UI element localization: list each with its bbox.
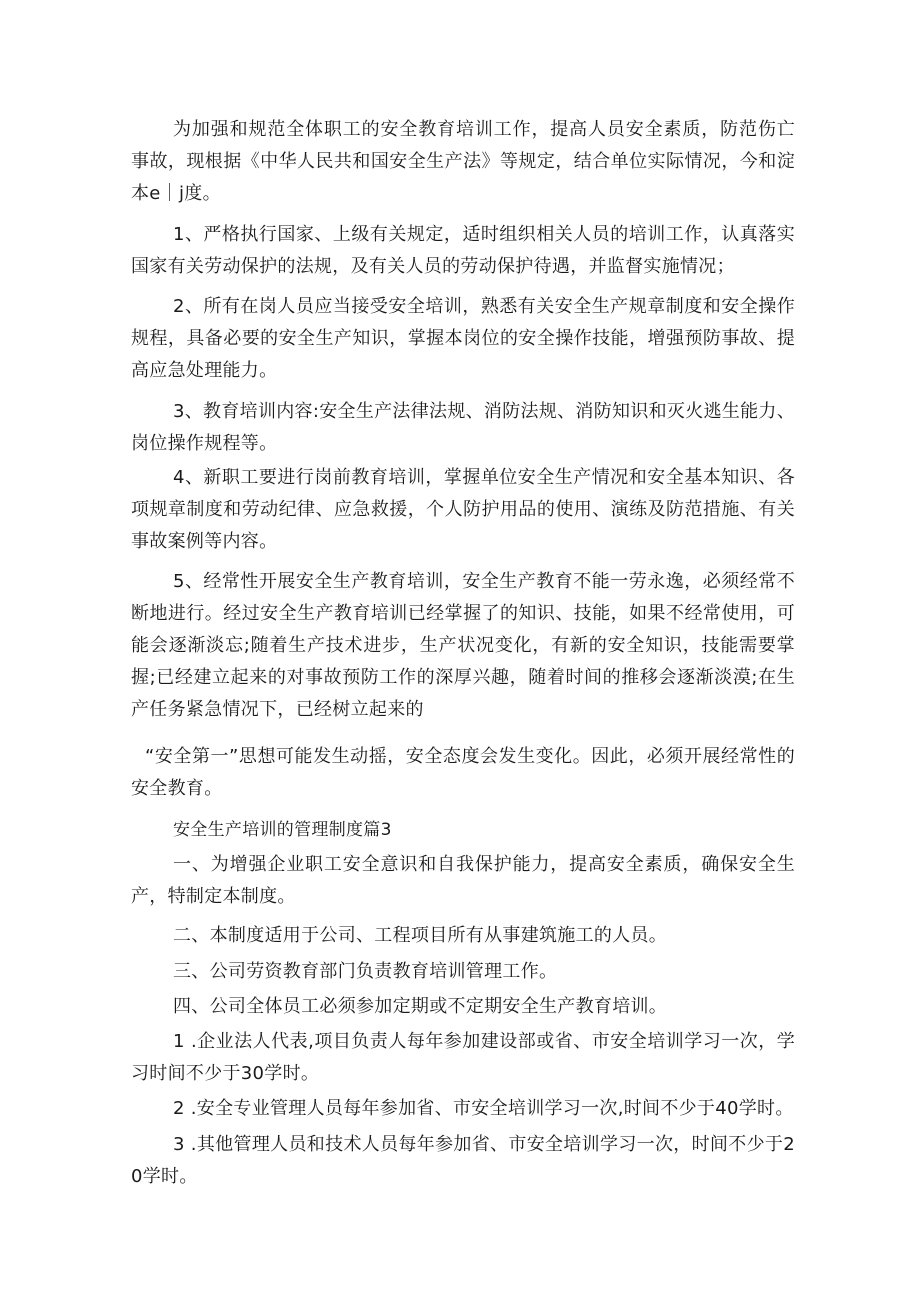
paragraph-rule-1: 一、为增强企业职工安全意识和自我保护能力，提高安全素质，确保安全生产，特制定本制度。 [131, 854, 795, 907]
paragraph-rule-4: 四、公司全体员工必须参加定期或不定期安全生产教育培训。 [173, 996, 668, 1017]
paragraph-continuation: “安全第一”思想可能发生动摇，安全态度会发生变化。因此，必须开展经常性的安全教育。 [131, 746, 795, 799]
paragraph-item-1: 1、严格执行国家、上级有关规定，适时组织相关人员的培训工作，认真落实国家有关劳动保护的法规，及有关人员的劳动保护待遇，并监督实施情况； [131, 224, 795, 277]
section-heading: 安全生产培训的管理制度篇3 [173, 820, 392, 840]
paragraph-item-3: 3、教育培训内容:安全生产法律法规、消防法规、消防知识和灭火逃生能力、岗位操作规程等。 [131, 401, 796, 454]
paragraph-item-4: 4、新职工要进行岗前教育培训，掌握单位安全生产情况和安全基本知识、各项规章制度和劳动纪律、应急救援，个人防护用品的使用、演练及防范措施、有关事故案例等内容。 [131, 467, 795, 552]
paragraph-rule-3: 三、公司劳资教育部门负责教育培训管理工作。 [173, 961, 558, 982]
paragraph-subitem-2: 2 .安全专业管理人员每年参加省、市安全培训学习一次,时间不少于40学时。 [173, 1098, 794, 1119]
paragraph-rule-2: 二、本制度适用于公司、工程项目所有从事建筑施工的人员。 [173, 925, 668, 946]
paragraph-item-5: 5、经常性开展安全生产教育培训，安全生产教育不能一劳永逸，必须经常不断地进行。经过安全生产教育培训已经掌握了的知识、技能，如果不经常使用，可能会逐渐淡忘;随着生产技术进步，生产状况变化，有新的安全知识，技能需要掌握;已经建立起来的对事故预防工作的深厚兴趣，随着时间的推移会逐渐淡漠;在生产任务紧急情况下，已经树立起来的 [131, 571, 795, 720]
paragraph-intro: 为加强和规范全体职工的安全教育培训工作，提高人员安全素质，防范伤亡事故，现根据《中华人民共和国安全生产法》等规定，结合单位实际情况，今和淀本e｜j度。 [131, 119, 795, 204]
paragraph-item-2: 2、所有在岗人员应当接受安全培训，熟悉有关安全生产规章制度和安全操作规程，具备必要的安全生产知识，掌握本岗位的安全操作技能，增强预防事故、提高应急处理能力。 [131, 296, 795, 381]
paragraph-subitem-1: 1 .企业法人代表,项目负责人每年参加建设部或省、市安全培训学习一次，学习时间不少于30学时。 [131, 1031, 795, 1084]
paragraph-subitem-3: 3 .其他管理人员和技术人员每年参加省、市安全培训学习一次，时间不少于20学时。 [131, 1134, 795, 1187]
